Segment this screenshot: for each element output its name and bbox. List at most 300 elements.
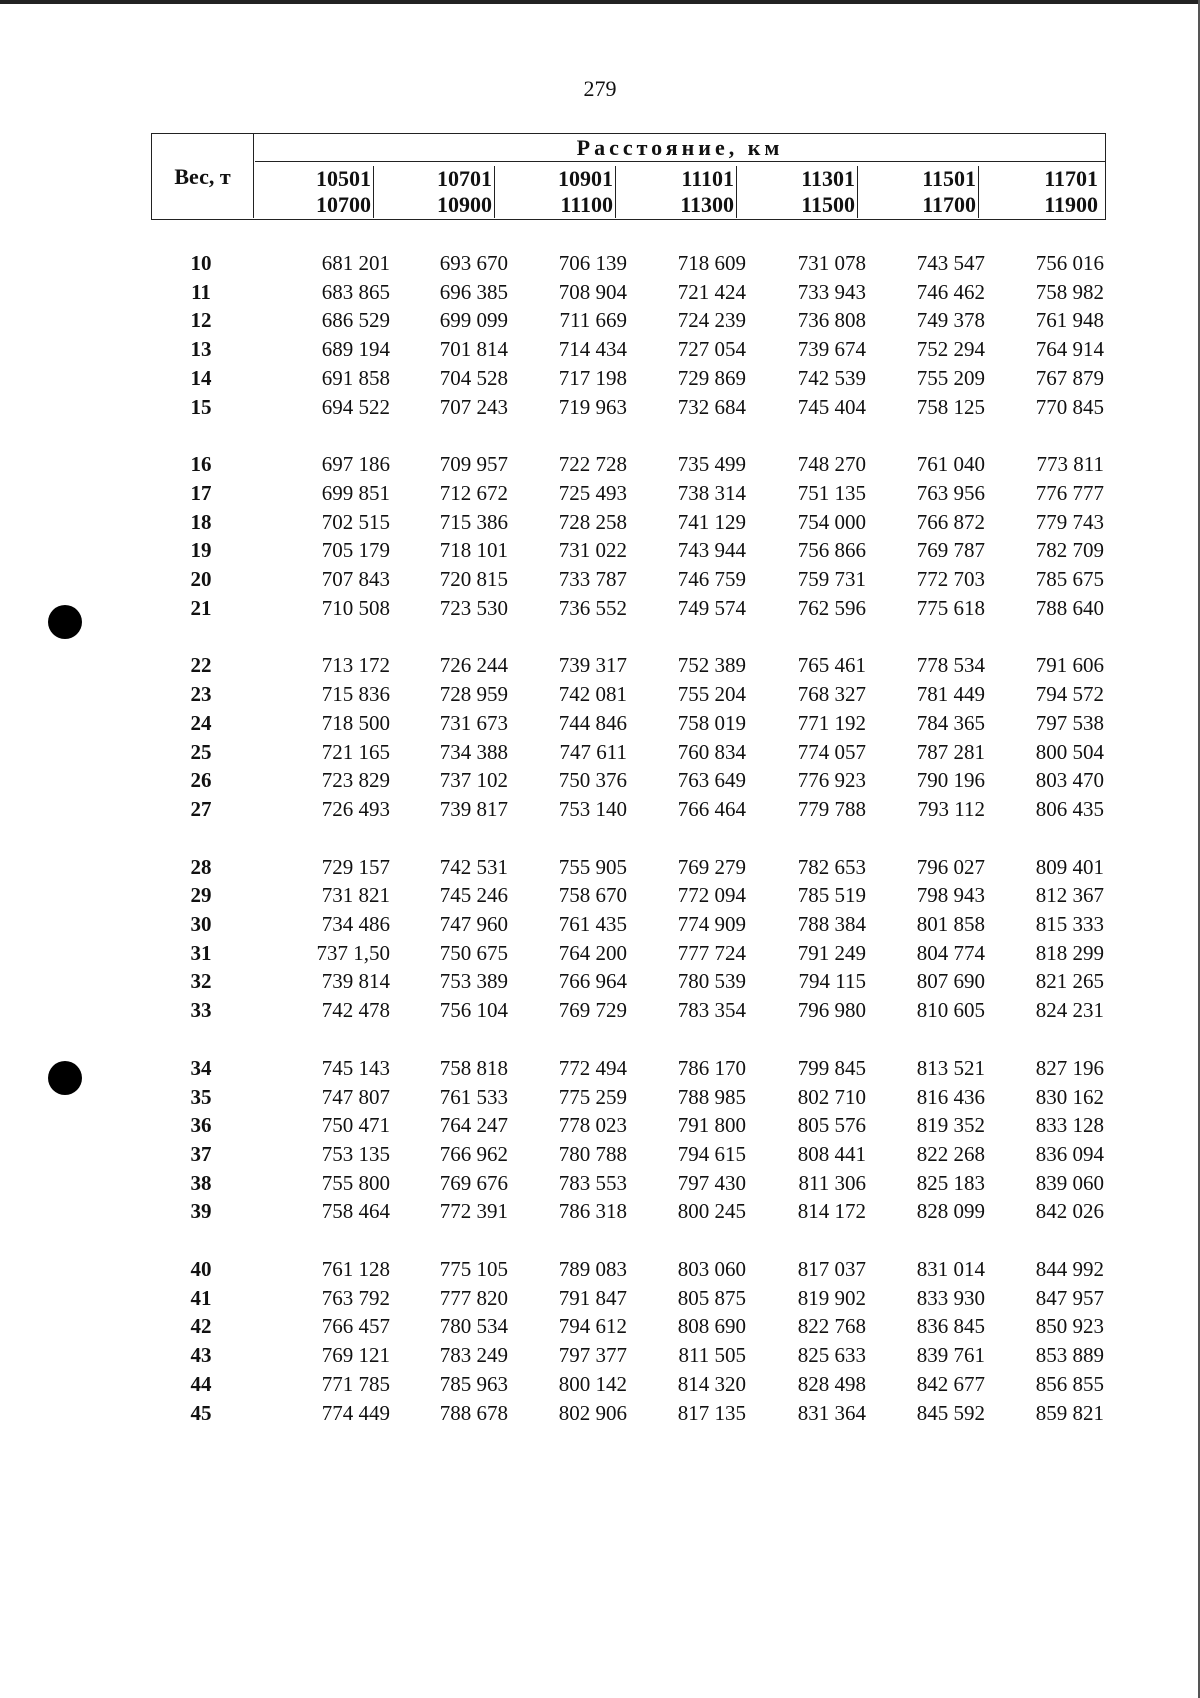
price-cell: 780 534 bbox=[439, 1314, 508, 1339]
range-header bbox=[981, 166, 1100, 216]
price-cell: 783 249 bbox=[439, 1343, 508, 1368]
price-cell: 756 866 bbox=[797, 538, 866, 563]
price-cell: 758 464 bbox=[321, 1199, 390, 1224]
weight-value: 32 bbox=[190, 969, 212, 994]
price-cell: 780 539 bbox=[677, 969, 746, 994]
price-cell: 833 128 bbox=[1035, 1113, 1104, 1138]
price-cell: 831 364 bbox=[797, 1400, 866, 1425]
price-cell: 769 279 bbox=[677, 854, 746, 879]
price-cell: 752 294 bbox=[916, 337, 985, 362]
weight-value: 14 bbox=[190, 365, 212, 390]
price-cell: 808 441 bbox=[797, 1141, 866, 1166]
range-to: 11700 bbox=[860, 192, 979, 218]
price-cell: 813 521 bbox=[916, 1055, 985, 1080]
price-cell: 743 944 bbox=[677, 538, 746, 563]
price-cell: 707 843 bbox=[321, 567, 390, 591]
table-header bbox=[151, 133, 1106, 220]
price-cell: 728 959 bbox=[439, 682, 508, 707]
price-cell: 842 026 bbox=[1035, 1199, 1104, 1224]
price-cell: 737 102 bbox=[439, 768, 508, 793]
weight-value: 31 bbox=[190, 940, 212, 965]
price-cell: 839 060 bbox=[1035, 1170, 1104, 1195]
price-cell: 686 529 bbox=[321, 308, 390, 333]
price-cell: 805 875 bbox=[677, 1285, 746, 1310]
price-cell: 724 239 bbox=[677, 308, 746, 333]
price-cell: 806 435 bbox=[1035, 796, 1104, 821]
range-to: 11100 bbox=[497, 192, 616, 218]
price-cell: 707 243 bbox=[439, 394, 508, 419]
weight-value: 24 bbox=[190, 710, 212, 735]
range-from: 10501 bbox=[255, 166, 374, 192]
price-cell: 828 099 bbox=[916, 1199, 985, 1224]
price-cell: 800 245 bbox=[677, 1199, 746, 1224]
price-cell: 804 774 bbox=[916, 940, 985, 965]
price-cell: 833 930 bbox=[916, 1285, 985, 1310]
price-cell: 750 675 bbox=[439, 940, 508, 965]
price-cell: 783 354 bbox=[677, 998, 746, 1023]
price-cell: 822 268 bbox=[916, 1141, 985, 1166]
weight-value: 25 bbox=[190, 739, 212, 764]
weight-value: 22 bbox=[190, 653, 212, 678]
price-cell: 751 135 bbox=[797, 480, 866, 505]
price-cell: 830 162 bbox=[1035, 1084, 1104, 1109]
price-cell: 839 761 bbox=[916, 1343, 985, 1368]
price-cell: 742 081 bbox=[558, 682, 627, 707]
price-cell: 735 499 bbox=[677, 452, 746, 477]
price-cell: 766 964 bbox=[558, 969, 627, 994]
price-cell: 794 115 bbox=[798, 969, 866, 994]
price-cell: 718 609 bbox=[677, 251, 746, 275]
price-cell: 715 386 bbox=[439, 509, 508, 534]
price-cell: 779 743 bbox=[1035, 509, 1104, 534]
weight-value: 41 bbox=[190, 1285, 212, 1310]
weight-value: 44 bbox=[190, 1371, 212, 1396]
price-cell: 802 710 bbox=[797, 1084, 866, 1109]
range-header bbox=[618, 166, 737, 216]
price-cell: 681 201 bbox=[321, 251, 390, 275]
price-cell: 768 327 bbox=[797, 682, 866, 707]
price-cell: 755 204 bbox=[677, 682, 746, 707]
price-cell: 708 904 bbox=[558, 279, 627, 304]
price-cell: 772 494 bbox=[558, 1055, 627, 1080]
price-cell: 842 677 bbox=[916, 1371, 985, 1396]
price-cell: 781 449 bbox=[916, 682, 985, 707]
price-cell: 775 618 bbox=[916, 595, 985, 620]
price-cell: 699 851 bbox=[321, 480, 390, 505]
price-cell: 721 165 bbox=[321, 739, 390, 764]
price-cell: 775 105 bbox=[439, 1257, 508, 1281]
price-cell: 702 515 bbox=[321, 509, 390, 534]
price-cell: 766 962 bbox=[439, 1141, 508, 1166]
weight-value: 33 bbox=[190, 998, 212, 1023]
price-cell: 753 135 bbox=[321, 1141, 390, 1166]
price-cell: 747 960 bbox=[439, 912, 508, 936]
price-cell: 750 471 bbox=[321, 1113, 390, 1138]
price-cell: 734 486 bbox=[321, 912, 390, 936]
weight-value: 36 bbox=[190, 1113, 212, 1138]
weight-value: 35 bbox=[190, 1084, 212, 1109]
price-cell: 712 672 bbox=[439, 480, 508, 505]
price-cell: 831 014 bbox=[916, 1257, 985, 1281]
price-cell: 763 792 bbox=[321, 1285, 390, 1310]
price-cell: 856 855 bbox=[1035, 1371, 1104, 1396]
weight-value: 37 bbox=[190, 1141, 212, 1166]
price-cell: 771 785 bbox=[321, 1371, 390, 1396]
price-cell: 794 572 bbox=[1035, 682, 1104, 707]
price-cell: 709 957 bbox=[439, 452, 508, 477]
price-cell: 850 923 bbox=[1035, 1314, 1104, 1339]
price-cell: 742 478 bbox=[321, 998, 390, 1023]
price-cell: 747 807 bbox=[321, 1084, 390, 1109]
price-cell: 779 788 bbox=[797, 796, 866, 821]
price-cell: 691 858 bbox=[321, 365, 390, 390]
price-cell: 745 404 bbox=[797, 394, 866, 419]
price-cell: 719 963 bbox=[558, 394, 627, 419]
range-to: 11500 bbox=[739, 192, 858, 218]
price-cell: 683 865 bbox=[321, 279, 390, 304]
price-cell: 761 435 bbox=[558, 912, 627, 936]
price-cell: 736 552 bbox=[558, 595, 627, 620]
price-cell: 754 000 bbox=[797, 509, 866, 534]
price-cell: 782 709 bbox=[1035, 538, 1104, 563]
price-cell: 733 787 bbox=[558, 567, 627, 591]
range-header bbox=[497, 166, 616, 216]
price-cell: 819 902 bbox=[797, 1285, 866, 1310]
price-cell: 778 023 bbox=[558, 1113, 627, 1138]
price-cell: 772 703 bbox=[916, 567, 985, 591]
price-cell: 746 759 bbox=[677, 567, 746, 591]
price-cell: 836 845 bbox=[916, 1314, 985, 1339]
price-cell: 800 142 bbox=[558, 1371, 627, 1396]
weight-value: 38 bbox=[190, 1170, 212, 1195]
price-cell: 769 729 bbox=[558, 998, 627, 1023]
price-cell: 824 231 bbox=[1035, 998, 1104, 1023]
weight-value: 40 bbox=[190, 1257, 212, 1281]
price-cell: 746 462 bbox=[916, 279, 985, 304]
price-cell: 772 391 bbox=[439, 1199, 508, 1224]
price-cell: 819 352 bbox=[916, 1113, 985, 1138]
price-cell: 787 281 bbox=[916, 739, 985, 764]
price-cell: 739 674 bbox=[797, 337, 866, 362]
price-cell: 761 040 bbox=[916, 452, 985, 477]
price-cell: 774 057 bbox=[797, 739, 866, 764]
price-cell: 794 612 bbox=[558, 1314, 627, 1339]
price-cell: 737 1,50 bbox=[316, 940, 390, 965]
price-cell: 758 125 bbox=[916, 394, 985, 419]
weight-value: 42 bbox=[190, 1314, 212, 1339]
price-cell: 741 129 bbox=[677, 509, 746, 534]
price-cell: 697 186 bbox=[321, 452, 390, 477]
price-cell: 763 956 bbox=[916, 480, 985, 505]
weight-value: 26 bbox=[190, 768, 212, 793]
price-cell: 744 846 bbox=[558, 710, 627, 735]
range-from: 11501 bbox=[860, 166, 979, 192]
price-cell: 805 576 bbox=[797, 1113, 866, 1138]
price-cell: 791 847 bbox=[558, 1285, 627, 1310]
range-to: 11300 bbox=[618, 192, 737, 218]
price-cell: 788 678 bbox=[439, 1400, 508, 1425]
price-cell: 783 553 bbox=[558, 1170, 627, 1195]
range-from: 10701 bbox=[376, 166, 495, 192]
price-cell: 758 670 bbox=[558, 883, 627, 908]
price-cell: 743 547 bbox=[916, 251, 985, 275]
price-cell: 815 333 bbox=[1035, 912, 1104, 936]
price-cell: 731 821 bbox=[321, 883, 390, 908]
price-cell: 784 365 bbox=[916, 710, 985, 735]
price-cell: 769 121 bbox=[321, 1343, 390, 1368]
range-from: 11101 bbox=[618, 166, 737, 192]
price-cell: 798 943 bbox=[916, 883, 985, 908]
price-cell: 736 808 bbox=[797, 308, 866, 333]
price-cell: 755 905 bbox=[558, 854, 627, 879]
price-cell: 780 788 bbox=[558, 1141, 627, 1166]
price-cell: 764 247 bbox=[439, 1113, 508, 1138]
price-cell: 738 314 bbox=[677, 480, 746, 505]
price-cell: 767 879 bbox=[1035, 365, 1104, 390]
weight-value: 16 bbox=[190, 452, 212, 477]
price-cell: 844 992 bbox=[1035, 1257, 1104, 1281]
price-cell: 800 504 bbox=[1035, 739, 1104, 764]
price-cell: 777 724 bbox=[677, 940, 746, 965]
price-cell: 776 777 bbox=[1035, 480, 1104, 505]
price-cell: 845 592 bbox=[916, 1400, 985, 1425]
range-to: 11900 bbox=[1044, 192, 1098, 217]
punch-hole-lower bbox=[48, 1061, 82, 1095]
price-cell: 764 200 bbox=[558, 940, 627, 965]
price-cell: 791 800 bbox=[677, 1113, 746, 1138]
price-cell: 790 196 bbox=[916, 768, 985, 793]
price-cell: 756 104 bbox=[439, 998, 508, 1023]
price-cell: 817 037 bbox=[797, 1257, 866, 1281]
price-cell: 791 249 bbox=[797, 940, 866, 965]
price-cell: 721 424 bbox=[677, 279, 746, 304]
price-cell: 718 500 bbox=[321, 710, 390, 735]
price-cell: 748 270 bbox=[797, 452, 866, 477]
range-to: 10900 bbox=[376, 192, 495, 218]
price-cell: 731 022 bbox=[558, 538, 627, 563]
price-cell: 753 389 bbox=[439, 969, 508, 994]
range-header bbox=[376, 166, 495, 216]
price-cell: 752 389 bbox=[677, 653, 746, 678]
price-cell: 742 539 bbox=[797, 365, 866, 390]
price-cell: 788 384 bbox=[797, 912, 866, 936]
price-cell: 759 731 bbox=[797, 567, 866, 591]
price-cell: 745 246 bbox=[439, 883, 508, 908]
price-cell: 766 872 bbox=[916, 509, 985, 534]
range-from: 11701 bbox=[1044, 166, 1098, 191]
weight-value: 20 bbox=[190, 567, 212, 591]
price-cell: 836 094 bbox=[1035, 1141, 1104, 1166]
price-cell: 761 948 bbox=[1035, 308, 1104, 333]
weight-value: 13 bbox=[190, 337, 212, 362]
price-cell: 720 815 bbox=[439, 567, 508, 591]
price-cell: 713 172 bbox=[321, 653, 390, 678]
price-cell: 749 378 bbox=[916, 308, 985, 333]
price-cell: 739 814 bbox=[321, 969, 390, 994]
price-cell: 711 669 bbox=[559, 308, 627, 333]
price-cell: 778 534 bbox=[916, 653, 985, 678]
price-cell: 814 320 bbox=[677, 1371, 746, 1396]
price-cell: 762 596 bbox=[797, 595, 866, 620]
price-cell: 825 633 bbox=[797, 1343, 866, 1368]
price-cell: 807 690 bbox=[916, 969, 985, 994]
weight-value: 18 bbox=[190, 509, 212, 534]
price-cell: 739 817 bbox=[439, 796, 508, 821]
weight-column-header: Вес, т bbox=[152, 134, 254, 218]
price-cell: 796 027 bbox=[916, 854, 985, 879]
price-cell: 797 430 bbox=[677, 1170, 746, 1195]
price-cell: 799 845 bbox=[797, 1055, 866, 1080]
price-cell: 853 889 bbox=[1035, 1343, 1104, 1368]
price-cell: 786 318 bbox=[558, 1199, 627, 1224]
price-cell: 766 464 bbox=[677, 796, 746, 821]
price-cell: 776 923 bbox=[797, 768, 866, 793]
range-from: 11301 bbox=[739, 166, 858, 192]
weight-value: 34 bbox=[190, 1055, 212, 1080]
price-cell: 699 099 bbox=[439, 308, 508, 333]
price-cell: 727 054 bbox=[677, 337, 746, 362]
price-cell: 723 829 bbox=[321, 768, 390, 793]
price-cell: 812 367 bbox=[1035, 883, 1104, 908]
price-cell: 753 140 bbox=[558, 796, 627, 821]
price-cell: 742 531 bbox=[439, 854, 508, 879]
price-cell: 715 836 bbox=[321, 682, 390, 707]
price-cell: 704 528 bbox=[439, 365, 508, 390]
price-cell: 723 530 bbox=[439, 595, 508, 620]
weight-value: 19 bbox=[190, 538, 212, 563]
price-cell: 816 436 bbox=[916, 1084, 985, 1109]
price-cell: 785 519 bbox=[797, 883, 866, 908]
price-cell: 769 676 bbox=[439, 1170, 508, 1195]
weight-value: 21 bbox=[190, 595, 212, 620]
price-cell: 797 538 bbox=[1035, 710, 1104, 735]
price-cell: 728 258 bbox=[558, 509, 627, 534]
weight-value: 10 bbox=[190, 251, 212, 275]
price-cell: 772 094 bbox=[677, 883, 746, 908]
price-cell: 732 684 bbox=[677, 394, 746, 419]
price-cell: 726 244 bbox=[439, 653, 508, 678]
page-number: 279 bbox=[583, 76, 617, 101]
price-cell: 747 611 bbox=[559, 739, 627, 764]
price-cell: 817 135 bbox=[677, 1400, 746, 1425]
weight-value: 27 bbox=[190, 796, 212, 821]
price-cell: 705 179 bbox=[321, 538, 390, 563]
price-cell: 821 265 bbox=[1035, 969, 1104, 994]
price-cell: 726 493 bbox=[321, 796, 390, 821]
weight-value: 43 bbox=[190, 1343, 212, 1368]
weight-value: 28 bbox=[190, 854, 212, 879]
price-cell: 758 818 bbox=[439, 1055, 508, 1080]
price-cell: 811 306 bbox=[798, 1170, 866, 1195]
range-to: 10700 bbox=[255, 192, 374, 218]
price-cell: 808 690 bbox=[677, 1314, 746, 1339]
price-cell: 701 814 bbox=[439, 337, 508, 362]
weight-value: 30 bbox=[190, 912, 212, 936]
price-cell: 785 963 bbox=[439, 1371, 508, 1396]
price-cell: 771 192 bbox=[797, 710, 866, 735]
top-edge-rule bbox=[0, 0, 1200, 4]
price-cell: 766 457 bbox=[321, 1314, 390, 1339]
price-cell: 773 811 bbox=[1036, 452, 1104, 477]
price-cell: 734 388 bbox=[439, 739, 508, 764]
price-cell: 803 060 bbox=[677, 1257, 746, 1281]
price-cell: 731 078 bbox=[797, 251, 866, 275]
price-cell: 739 317 bbox=[558, 653, 627, 678]
price-cell: 706 139 bbox=[558, 251, 627, 275]
price-cell: 689 194 bbox=[321, 337, 390, 362]
price-cell: 774 909 bbox=[677, 912, 746, 936]
weight-value: 39 bbox=[190, 1199, 212, 1224]
price-cell: 761 533 bbox=[439, 1084, 508, 1109]
weight-value: 29 bbox=[190, 883, 212, 908]
price-cell: 785 675 bbox=[1035, 567, 1104, 591]
price-cell: 755 209 bbox=[916, 365, 985, 390]
weight-value: 11 bbox=[191, 279, 211, 304]
price-cell: 729 869 bbox=[677, 365, 746, 390]
range-header bbox=[739, 166, 858, 216]
price-cell: 791 606 bbox=[1035, 653, 1104, 678]
price-cell: 825 183 bbox=[916, 1170, 985, 1195]
price-cell: 749 574 bbox=[677, 595, 746, 620]
price-cell: 694 522 bbox=[321, 394, 390, 419]
price-cell: 801 858 bbox=[916, 912, 985, 936]
range-from: 10901 bbox=[497, 166, 616, 192]
price-cell: 796 980 bbox=[797, 998, 866, 1023]
price-cell: 761 128 bbox=[321, 1257, 390, 1281]
price-cell: 775 259 bbox=[558, 1084, 627, 1109]
weight-value: 15 bbox=[190, 394, 212, 419]
distance-title: Расстояние, км bbox=[255, 134, 1105, 162]
price-cell: 788 640 bbox=[1035, 595, 1104, 620]
price-cell: 786 170 bbox=[677, 1055, 746, 1080]
price-cell: 822 768 bbox=[797, 1314, 866, 1339]
weight-value: 12 bbox=[190, 308, 212, 333]
price-cell: 765 461 bbox=[797, 653, 866, 678]
price-cell: 827 196 bbox=[1035, 1055, 1104, 1080]
price-cell: 811 505 bbox=[678, 1343, 746, 1368]
weight-value: 17 bbox=[190, 480, 212, 505]
price-cell: 731 673 bbox=[439, 710, 508, 735]
price-cell: 810 605 bbox=[916, 998, 985, 1023]
price-cell: 758 982 bbox=[1035, 279, 1104, 304]
price-cell: 718 101 bbox=[439, 538, 508, 563]
price-cell: 793 112 bbox=[917, 796, 985, 821]
price-cell: 696 385 bbox=[439, 279, 508, 304]
price-cell: 760 834 bbox=[677, 739, 746, 764]
price-cell: 782 653 bbox=[797, 854, 866, 879]
price-cell: 802 906 bbox=[558, 1400, 627, 1425]
price-cell: 729 157 bbox=[321, 854, 390, 879]
price-cell: 710 508 bbox=[321, 595, 390, 620]
price-cell: 725 493 bbox=[558, 480, 627, 505]
price-cell: 758 019 bbox=[677, 710, 746, 735]
weight-value: 23 bbox=[190, 682, 212, 707]
price-cell: 770 845 bbox=[1035, 394, 1104, 419]
price-cell: 745 143 bbox=[321, 1055, 390, 1080]
price-cell: 788 985 bbox=[677, 1084, 746, 1109]
price-cell: 809 401 bbox=[1035, 854, 1104, 879]
price-cell: 797 377 bbox=[558, 1343, 627, 1368]
range-header bbox=[255, 166, 374, 216]
price-cell: 814 172 bbox=[797, 1199, 866, 1224]
price-cell: 733 943 bbox=[797, 279, 866, 304]
weight-value: 45 bbox=[190, 1400, 212, 1425]
price-cell: 859 821 bbox=[1035, 1400, 1104, 1425]
price-cell: 803 470 bbox=[1035, 768, 1104, 793]
price-cell: 755 800 bbox=[321, 1170, 390, 1195]
price-cell: 750 376 bbox=[558, 768, 627, 793]
price-cell: 717 198 bbox=[558, 365, 627, 390]
